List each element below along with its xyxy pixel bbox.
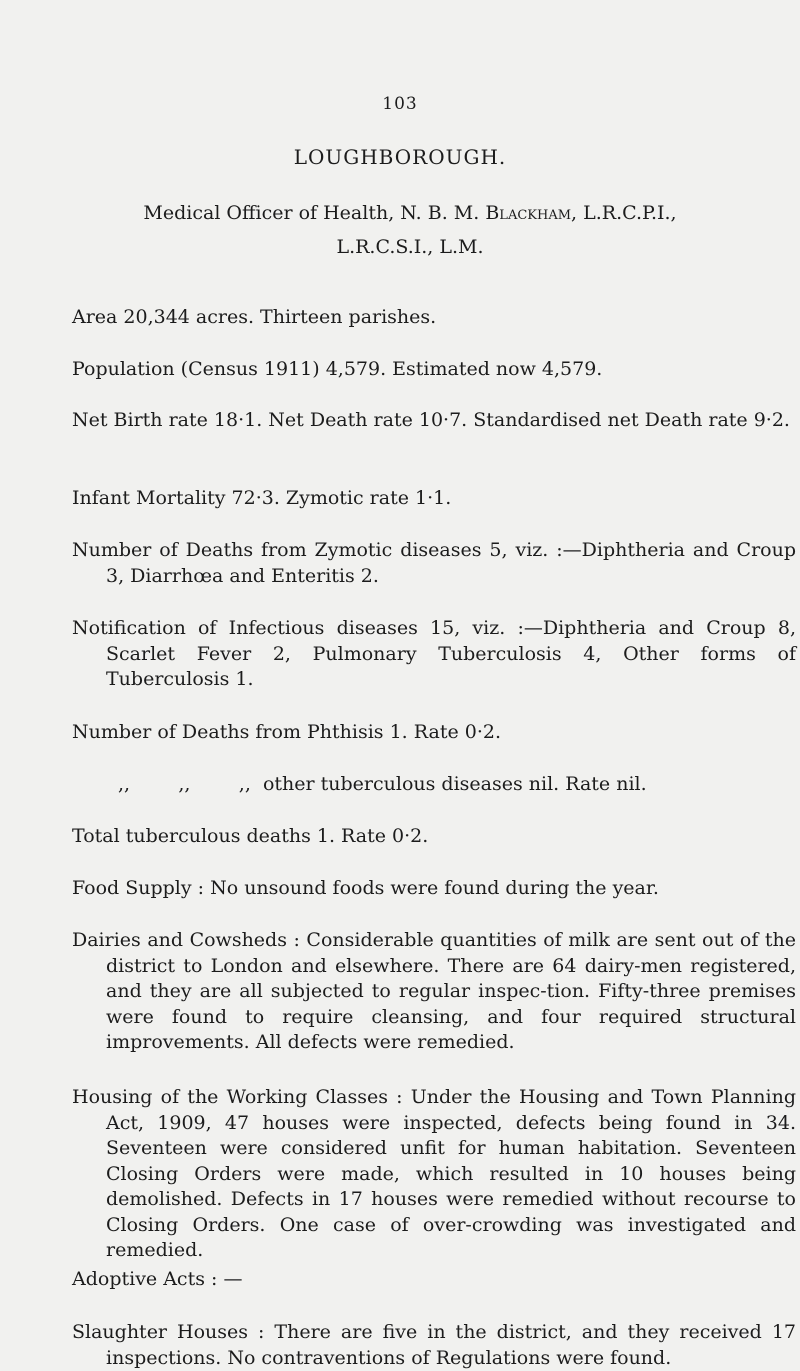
population-paragraph: Population (Census 1911) 4,579. Estimated now 4,579.	[72, 358, 603, 380]
area-paragraph: Area 20,344 acres. Thirteen parishes.	[72, 306, 437, 328]
housing-paragraph: Housing of the Working Classes : Under the Housing and Town Planning Act, 1909, 47 houses were inspected, defects being found in 34. Seventeen were considered unfit for human habitation. Seventeen Closing Orders were made, which resulted in 10 houses being demolished. Defects in 17 houses were remedied without recourse to Closing Orders. One case of over-crowding was investigated and remedied.	[72, 1086, 796, 1261]
phthisis-deaths-paragraph: Number of Deaths from Phthisis 1. Rate 0·2.	[72, 721, 501, 743]
birth-death-rate-paragraph: Net Birth rate 18·1. Net Death rate 10·7. Standardised net Death rate 9·2.	[72, 409, 790, 431]
total-tuberculous-paragraph: Total tuberculous deaths 1. Rate 0·2.	[72, 825, 429, 847]
zymotic-deaths-paragraph: Number of Deaths from Zymotic diseases 5, viz. :—Diphtheria and Croup 3, Diarrhœa and Enteritis 2.	[72, 539, 796, 587]
infant-mortality-paragraph: Infant Mortality 72·3. Zymotic rate 1·1.	[72, 487, 452, 509]
officer-surname: Blackham	[485, 202, 572, 224]
other-tuberculous-line: ,, ,, ,, other tuberculous diseases nil. Rate nil.	[118, 773, 647, 795]
page-title: LOUGHBOROUGH.	[293, 145, 507, 169]
notification-paragraph: Notification of Infectious diseases 15, viz. :—Diphtheria and Croup 8, Scarlet Fever 2, Pulmonary Tuberculosis 4, Other forms of Tuberculosis 1.	[72, 617, 796, 690]
food-supply-paragraph: Food Supply : No unsound foods were found during the year.	[72, 877, 659, 899]
page-number: 103	[382, 94, 418, 114]
officer-line-1	[60, 196, 760, 230]
officer-line-2: L.R.C.S.I., L.M.	[336, 236, 484, 258]
dairies-paragraph: Dairies and Cowsheds : Considerable quantities of milk are sent out of the district to London and elsewhere. There are 64 dairy-men registered, and they are all subjected to regular inspec-tion. Fifty-three premises were found to require cleansing, and four required structural improvements. All defects were remedied.	[72, 929, 796, 1053]
slaughter-houses-paragraph: Slaughter Houses : There are five in the district, and they received 17 inspections. No contraventions of Regulations were found.	[72, 1321, 796, 1369]
medical-officer-line	[60, 196, 760, 264]
adoptive-acts-paragraph: Adoptive Acts : —	[72, 1268, 243, 1290]
officer-prefix: Medical Officer of Health, N. B. M.	[143, 202, 486, 224]
officer-qualifications-1: , L.R.C.P.I.,	[571, 202, 677, 224]
